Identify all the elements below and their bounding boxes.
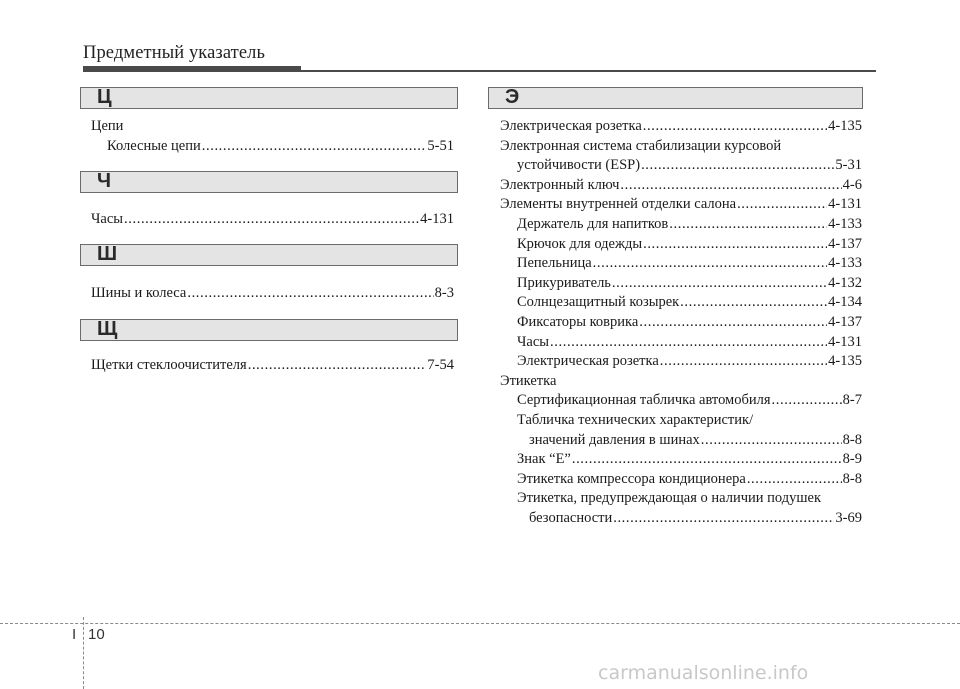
page-ref: 4-137	[828, 236, 862, 252]
section-letter: Ш	[97, 243, 118, 265]
index-entry: Электронный ключ ..... 4-6	[500, 176, 862, 194]
section-header-sh	[80, 244, 458, 266]
index-entry: Часы ..... 4-131	[91, 210, 454, 228]
watermark: carmanualsonline.info	[598, 662, 809, 684]
index-entry: Шины и колеса ..... 8-3	[91, 284, 454, 302]
section-header-e	[488, 87, 863, 109]
page-ref: 4-131	[828, 196, 862, 212]
section-header-shch	[80, 319, 458, 341]
page-ref: 8-3	[434, 285, 454, 301]
index-entry: Элементы внутренней отделки салона ..... 4-131	[500, 195, 862, 213]
section-header-ch	[80, 171, 458, 193]
page-ref: 4-6	[842, 177, 862, 193]
page-number: 10	[88, 626, 105, 643]
footer-dashed-rule	[0, 623, 960, 624]
index-entry: устойчивости (ESP) ..... 5-31	[517, 156, 862, 174]
index-entry: Цепи	[91, 118, 124, 134]
page-ref: 4-137	[828, 314, 862, 330]
page-ref: 4-132	[828, 275, 862, 291]
index-entry: Сертификационная табличка автомобиля ..... 8-7	[517, 391, 862, 409]
index-entry: Этикетка	[500, 373, 557, 389]
page-ref: 7-54	[427, 357, 454, 373]
index-entry: Электронная система стабилизации курсовой	[500, 138, 782, 154]
header-rule-thin	[301, 70, 876, 72]
page-ref: 4-133	[828, 216, 862, 232]
index-entry: Держатель для напитков ..... 4-133	[517, 215, 862, 233]
index-entry: Колесные цепи ..... 5-51	[107, 137, 454, 155]
index-entry: Солнцезащитный козырек ..... 4-134	[517, 293, 862, 311]
page-ref: 4-133	[828, 255, 862, 271]
page-ref: 8-8	[842, 432, 862, 448]
index-entry: Этикетка компрессора кондиционера ..... 8-8	[517, 470, 862, 488]
index-entry: Пепельница ..... 4-133	[517, 254, 862, 272]
page-ref: 4-131	[828, 334, 862, 350]
section-letter: Ч	[97, 170, 112, 192]
index-entry: Часы ..... 4-131	[517, 333, 862, 351]
index-entry: значений давления в шинах ..... 8-8	[529, 431, 862, 449]
index-entry: Электрическая розетка ..... 4-135	[517, 352, 862, 370]
section-header-ts	[80, 87, 458, 109]
page-ref: 8-7	[842, 392, 862, 408]
index-entry: Электрическая розетка ..... 4-135	[500, 117, 862, 135]
page-ref: 8-9	[842, 451, 862, 467]
index-entry: безопасности ..... 3-69	[529, 509, 862, 527]
index-entry: Табличка технических характеристик/	[517, 412, 754, 428]
page-ref: 4-135	[828, 353, 862, 369]
footer-dashed-divider	[83, 617, 84, 689]
page-ref: 5-31	[835, 157, 862, 173]
index-entry: Щетки стеклоочистителя ..... 7-54	[91, 356, 454, 374]
page-ref: 5-51	[427, 138, 454, 154]
section-letter: Ц	[97, 86, 112, 108]
page-ref: 4-134	[828, 294, 862, 310]
index-entry: Фиксаторы коврика ..... 4-137	[517, 313, 862, 331]
index-entry: Крючок для одежды ..... 4-137	[517, 235, 862, 253]
index-entry: Знак “E” ..... 8-9	[517, 450, 862, 468]
index-entry: Этикетка, предупреждающая о наличии подушек	[517, 490, 822, 506]
page-ref: 8-8	[842, 471, 862, 487]
section-letter: Щ	[97, 318, 118, 340]
footer-section-marker: I	[72, 626, 77, 643]
page-ref: 3-69	[835, 510, 862, 526]
index-entry: Прикуриватель ..... 4-132	[517, 274, 862, 292]
page-ref: 4-135	[828, 118, 862, 134]
page-title: Предметный указатель	[83, 43, 266, 63]
section-letter: Э	[505, 86, 520, 108]
header-rule-thick	[83, 66, 301, 72]
page-ref: 4-131	[420, 211, 454, 227]
